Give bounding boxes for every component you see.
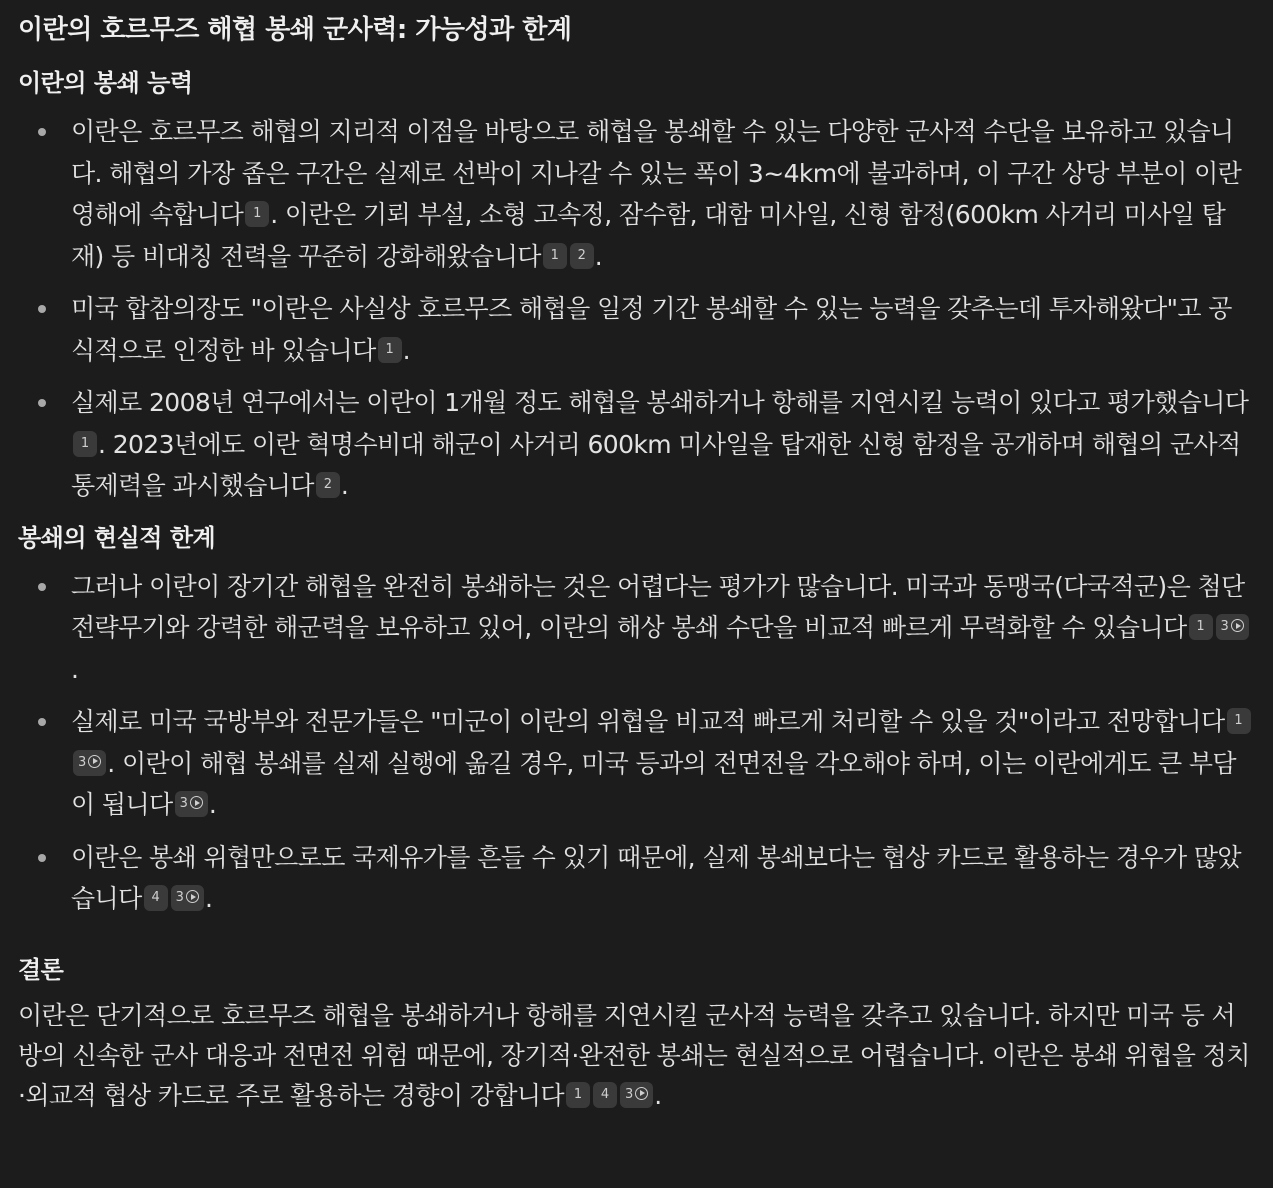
paragraph-text: . (654, 1080, 662, 1110)
play-circle-icon (1231, 619, 1244, 632)
paragraph-text: 실제로 미국 국방부와 전문가들은 "미군이 이란의 위협을 비교적 빠르게 처리할 수 있을 것"이라고 전망합니다 (71, 707, 1225, 736)
paragraph-text: 이란은 봉쇄 위협만으로도 국제유가를 흔들 수 있기 때문에, 실제 봉쇄보다는 협상 카드로 활용하는 경우가 많았습니다 (71, 842, 1241, 913)
video-citation-badge[interactable] (1216, 614, 1249, 640)
paragraph-text: . (340, 471, 349, 500)
citation-badge[interactable]: 1 (1227, 708, 1251, 734)
paragraph-text: . 2023년에도 이란 혁명수비대 해군이 사거리 600km 미사일을 탑재한 신형 함정을 공개하며 해협의 군사적 통제력을 과시했습니다 (71, 429, 1241, 500)
paragraph-text: 미국 합참의장도 "이란은 사실상 호르무즈 해협을 일정 기간 봉쇄할 수 있는 능력을 갖추는데 투자해왔다"고 공식적으로 인정한 바 있습니다 (71, 294, 1232, 365)
citation-badge[interactable]: 1 (1189, 614, 1213, 640)
paragraph-text: . 이란이 해협 봉쇄를 실제 실행에 옮길 경우, 미국 등과의 전면전을 각오해야 하며, 이는 이란에게도 큰 부담이 됩니다 (71, 748, 1236, 819)
citation-badge[interactable]: 2 (316, 472, 340, 498)
paragraph-text: . 이란은 기뢰 부설, 소형 고속정, 잠수함, 대함 미사일, 신형 함정(600km 사거리 미사일 탑재) 등 비대칭 전력을 꾸준히 강화해왔습니다 (71, 200, 1226, 271)
citation-number: 3 (1220, 619, 1229, 634)
section-heading-conclusion: 결론 (18, 955, 64, 984)
citation-number: 3 (179, 796, 188, 811)
citation-badge[interactable]: 1 (378, 337, 402, 363)
list-item (18, 288, 1255, 371)
citation-badge[interactable]: 4 (593, 1082, 617, 1108)
paragraph-text: 이란은 호르무즈 해협의 지리적 이점을 바탕으로 해협을 봉쇄할 수 있는 다양한 군사적 수단을 보유하고 있습니다. 해협의 가장 좁은 구간은 실제로 선박이 지나갈 수 있는 폭이 3~4km에 불과하며, 이 구간 상당 부분이 이란 영해에 속합니다 (71, 117, 1242, 229)
list-item (18, 382, 1255, 507)
citation-badge[interactable]: 2 (570, 243, 594, 269)
section-heading-capability: 이란의 봉쇄 능력 (18, 69, 193, 97)
list-item (18, 566, 1255, 691)
video-citation-badge[interactable] (73, 750, 106, 776)
video-citation-badge[interactable] (620, 1082, 653, 1108)
paragraph-text: . (402, 335, 411, 365)
citation-badge[interactable]: 4 (144, 885, 168, 911)
list-item (18, 701, 1255, 826)
conclusion-paragraph (18, 996, 1255, 1116)
citation-badge[interactable]: 1 (543, 243, 567, 269)
paragraph-text: 실제로 2008년 연구에서는 이란이 1개월 정도 해협을 봉쇄하거나 항해를 지연시킬 능력이 있다고 평가했습니다 (71, 388, 1249, 417)
capability-list (18, 111, 1255, 507)
video-citation-badge[interactable] (175, 791, 208, 817)
page-title: 이란의 호르무즈 해협 봉쇄 군사력: 가능성과 한계 (18, 15, 572, 45)
limits-list (18, 566, 1255, 920)
video-citation-badge[interactable] (171, 885, 204, 911)
citation-number: 3 (78, 754, 87, 770)
paragraph-text: . (204, 884, 213, 913)
citation-number: 3 (175, 890, 184, 905)
play-circle-icon (635, 1087, 648, 1100)
citation-badge[interactable]: 1 (566, 1082, 590, 1108)
citation-badge[interactable]: 1 (245, 201, 269, 227)
list-item (18, 111, 1255, 277)
play-circle-icon (190, 796, 203, 809)
citation-number: 3 (624, 1086, 634, 1102)
list-item (18, 837, 1255, 920)
citation-badge[interactable]: 1 (73, 431, 97, 457)
paragraph-text: . (594, 241, 603, 271)
play-circle-icon (88, 755, 101, 768)
paragraph-text: 이란은 단기적으로 호르무즈 해협을 봉쇄하거나 항해를 지연시킬 군사적 능력을 갖추고 있습니다. 하지만 미국 등 서방의 신속한 군사 대응과 전면전 위험 때문에, 장기적·완전한 봉쇄는 현실적으로 어렵습니다. 이란은 봉쇄 위협을 정치·외교적 협상 카드로 주로 활용하는 경향이 강합니다 (18, 1000, 1250, 1110)
play-circle-icon (186, 890, 199, 903)
paragraph-text: 그러나 이란이 장기간 해협을 완전히 봉쇄하는 것은 어렵다는 평가가 많습니다. 미국과 동맹국(다국적군)은 첨단 전략무기와 강력한 해군력을 보유하고 있어, 이란의 해상 봉쇄 수단을 비교적 빠르게 무력화할 수 있습니다 (71, 571, 1245, 642)
paragraph-text: . (71, 654, 79, 684)
paragraph-text: . (208, 790, 217, 819)
section-heading-limits: 봉쇄의 현실적 한계 (18, 523, 216, 552)
